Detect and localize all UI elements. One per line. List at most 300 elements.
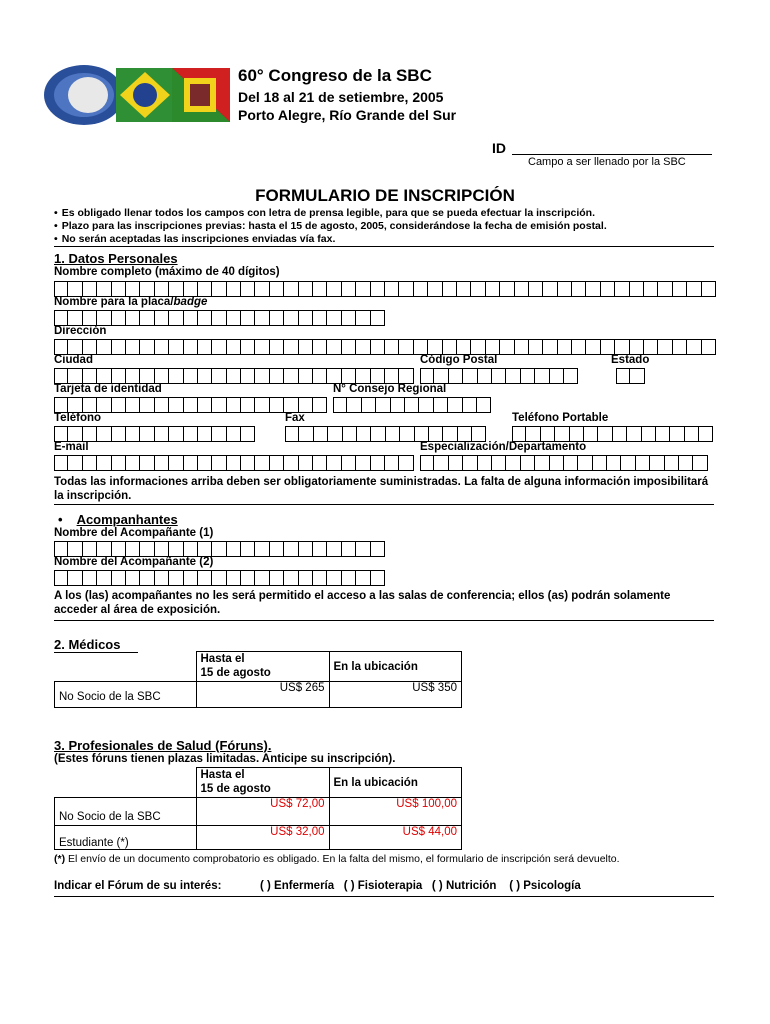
char-box[interactable] — [400, 426, 414, 442]
char-box[interactable] — [526, 426, 540, 442]
char-box[interactable] — [112, 339, 126, 355]
char-box[interactable] — [564, 368, 578, 384]
char-box[interactable] — [227, 455, 241, 471]
char-box[interactable] — [270, 281, 284, 297]
char-box[interactable] — [434, 397, 448, 413]
char-box[interactable] — [198, 397, 212, 413]
char-box[interactable] — [169, 541, 183, 557]
char-box[interactable] — [241, 426, 255, 442]
char-box[interactable] — [572, 281, 586, 297]
char-box[interactable] — [284, 397, 298, 413]
char-box[interactable] — [184, 570, 198, 586]
char-box[interactable] — [399, 455, 413, 471]
char-box[interactable] — [169, 368, 183, 384]
char-box[interactable] — [515, 339, 529, 355]
char-box[interactable] — [342, 281, 356, 297]
char-box[interactable] — [68, 368, 82, 384]
char-box[interactable] — [333, 397, 347, 413]
char-box[interactable] — [356, 368, 370, 384]
char-box[interactable] — [343, 426, 357, 442]
char-box[interactable] — [457, 339, 471, 355]
char-box[interactable] — [212, 455, 226, 471]
char-box[interactable] — [457, 281, 471, 297]
char-box[interactable] — [543, 281, 557, 297]
char-box[interactable] — [342, 310, 356, 326]
char-box[interactable] — [83, 281, 97, 297]
char-box[interactable] — [607, 455, 621, 471]
specialization-boxes[interactable] — [420, 455, 708, 471]
char-box[interactable] — [472, 426, 486, 442]
char-box[interactable] — [54, 455, 68, 471]
char-box[interactable] — [642, 426, 656, 442]
char-box[interactable] — [140, 281, 154, 297]
char-box[interactable] — [463, 455, 477, 471]
char-box[interactable] — [212, 339, 226, 355]
char-box[interactable] — [570, 426, 584, 442]
char-box[interactable] — [500, 339, 514, 355]
char-box[interactable] — [356, 339, 370, 355]
char-box[interactable] — [241, 368, 255, 384]
char-box[interactable] — [126, 368, 140, 384]
char-box[interactable] — [512, 426, 526, 442]
char-box[interactable] — [241, 281, 255, 297]
char-box[interactable] — [314, 426, 328, 442]
char-box[interactable] — [184, 455, 198, 471]
char-box[interactable] — [198, 570, 212, 586]
char-box[interactable] — [299, 426, 313, 442]
char-box[interactable] — [198, 426, 212, 442]
char-box[interactable] — [198, 541, 212, 557]
char-box[interactable] — [558, 339, 572, 355]
state-boxes[interactable] — [616, 368, 645, 384]
companion-2-boxes[interactable] — [54, 570, 385, 586]
char-box[interactable] — [586, 281, 600, 297]
char-box[interactable] — [376, 397, 390, 413]
char-box[interactable] — [241, 455, 255, 471]
char-box[interactable] — [126, 570, 140, 586]
char-box[interactable] — [284, 281, 298, 297]
char-box[interactable] — [630, 281, 644, 297]
char-box[interactable] — [371, 426, 385, 442]
char-box[interactable] — [342, 570, 356, 586]
char-box[interactable] — [584, 426, 598, 442]
char-box[interactable] — [521, 368, 535, 384]
char-box[interactable] — [463, 368, 477, 384]
char-box[interactable] — [486, 281, 500, 297]
forum-options[interactable]: ( ) Enfermería ( ) Fisioterapia ( ) Nutrición ( ) Psicología — [260, 880, 581, 892]
char-box[interactable] — [371, 281, 385, 297]
char-box[interactable] — [270, 541, 284, 557]
char-box[interactable] — [550, 368, 564, 384]
char-box[interactable] — [241, 397, 255, 413]
char-box[interactable] — [83, 455, 97, 471]
char-box[interactable] — [327, 368, 341, 384]
char-box[interactable] — [555, 426, 569, 442]
char-box[interactable] — [572, 339, 586, 355]
char-box[interactable] — [54, 368, 68, 384]
char-box[interactable] — [212, 281, 226, 297]
char-box[interactable] — [270, 310, 284, 326]
char-box[interactable] — [97, 541, 111, 557]
char-box[interactable] — [126, 541, 140, 557]
char-box[interactable] — [255, 339, 269, 355]
char-box[interactable] — [140, 455, 154, 471]
char-box[interactable] — [255, 310, 269, 326]
char-box[interactable] — [155, 310, 169, 326]
char-box[interactable] — [299, 570, 313, 586]
char-box[interactable] — [371, 541, 385, 557]
char-box[interactable] — [140, 397, 154, 413]
char-box[interactable] — [419, 397, 433, 413]
char-box[interactable] — [342, 541, 356, 557]
companion-1-boxes[interactable] — [54, 541, 385, 557]
char-box[interactable] — [702, 339, 716, 355]
char-box[interactable] — [313, 397, 327, 413]
char-box[interactable] — [83, 541, 97, 557]
char-box[interactable] — [313, 310, 327, 326]
char-box[interactable] — [54, 339, 68, 355]
char-box[interactable] — [541, 426, 555, 442]
char-box[interactable] — [428, 281, 442, 297]
char-box[interactable] — [126, 310, 140, 326]
char-box[interactable] — [169, 281, 183, 297]
char-box[interactable] — [126, 397, 140, 413]
char-box[interactable] — [270, 368, 284, 384]
char-box[interactable] — [492, 368, 506, 384]
char-box[interactable] — [477, 397, 491, 413]
char-box[interactable] — [428, 339, 442, 355]
char-box[interactable] — [241, 339, 255, 355]
char-box[interactable] — [299, 455, 313, 471]
char-box[interactable] — [371, 368, 385, 384]
char-box[interactable] — [255, 455, 269, 471]
char-box[interactable] — [68, 281, 82, 297]
char-box[interactable] — [458, 426, 472, 442]
char-box[interactable] — [621, 455, 635, 471]
char-box[interactable] — [665, 455, 679, 471]
char-box[interactable] — [613, 426, 627, 442]
char-box[interactable] — [399, 281, 413, 297]
char-box[interactable] — [486, 339, 500, 355]
char-box[interactable] — [685, 426, 699, 442]
char-box[interactable] — [515, 281, 529, 297]
char-box[interactable] — [184, 281, 198, 297]
char-box[interactable] — [673, 339, 687, 355]
char-box[interactable] — [615, 281, 629, 297]
char-box[interactable] — [97, 397, 111, 413]
char-box[interactable] — [227, 368, 241, 384]
char-box[interactable] — [313, 339, 327, 355]
char-box[interactable] — [126, 455, 140, 471]
char-box[interactable] — [471, 339, 485, 355]
char-box[interactable] — [550, 455, 564, 471]
char-box[interactable] — [155, 368, 169, 384]
address-boxes[interactable] — [54, 339, 716, 355]
char-box[interactable] — [693, 455, 707, 471]
char-box[interactable] — [54, 541, 68, 557]
char-box[interactable] — [155, 339, 169, 355]
char-box[interactable] — [414, 281, 428, 297]
char-box[interactable] — [391, 397, 405, 413]
char-box[interactable] — [347, 397, 361, 413]
char-box[interactable] — [327, 339, 341, 355]
char-box[interactable] — [184, 426, 198, 442]
char-box[interactable] — [313, 541, 327, 557]
char-box[interactable] — [227, 281, 241, 297]
char-box[interactable] — [169, 339, 183, 355]
char-box[interactable] — [506, 368, 520, 384]
char-box[interactable] — [443, 281, 457, 297]
char-box[interactable] — [506, 455, 520, 471]
char-box[interactable] — [112, 541, 126, 557]
char-box[interactable] — [492, 455, 506, 471]
char-box[interactable] — [83, 570, 97, 586]
char-box[interactable] — [140, 426, 154, 442]
badge-name-boxes[interactable] — [54, 310, 385, 326]
char-box[interactable] — [615, 339, 629, 355]
full-name-boxes[interactable] — [54, 281, 716, 297]
char-box[interactable] — [356, 541, 370, 557]
char-box[interactable] — [313, 455, 327, 471]
char-box[interactable] — [140, 368, 154, 384]
char-box[interactable] — [478, 455, 492, 471]
char-box[interactable] — [198, 281, 212, 297]
char-box[interactable] — [227, 397, 241, 413]
char-box[interactable] — [564, 455, 578, 471]
char-box[interactable] — [284, 455, 298, 471]
char-box[interactable] — [656, 426, 670, 442]
char-box[interactable] — [126, 426, 140, 442]
char-box[interactable] — [342, 368, 356, 384]
char-box[interactable] — [679, 455, 693, 471]
char-box[interactable] — [299, 541, 313, 557]
char-box[interactable] — [198, 455, 212, 471]
char-box[interactable] — [299, 281, 313, 297]
char-box[interactable] — [270, 339, 284, 355]
char-box[interactable] — [97, 281, 111, 297]
char-box[interactable] — [630, 339, 644, 355]
char-box[interactable] — [644, 339, 658, 355]
char-box[interactable] — [68, 310, 82, 326]
char-box[interactable] — [68, 426, 82, 442]
char-box[interactable] — [429, 426, 443, 442]
char-box[interactable] — [169, 310, 183, 326]
char-box[interactable] — [140, 541, 154, 557]
council-number-boxes[interactable] — [333, 397, 491, 413]
char-box[interactable] — [241, 541, 255, 557]
char-box[interactable] — [636, 455, 650, 471]
char-box[interactable] — [54, 281, 68, 297]
char-box[interactable] — [241, 570, 255, 586]
char-box[interactable] — [270, 397, 284, 413]
char-box[interactable] — [184, 397, 198, 413]
char-box[interactable] — [342, 455, 356, 471]
char-box[interactable] — [449, 455, 463, 471]
char-box[interactable] — [414, 339, 428, 355]
char-box[interactable] — [126, 339, 140, 355]
char-box[interactable] — [385, 368, 399, 384]
char-box[interactable] — [155, 541, 169, 557]
char-box[interactable] — [212, 310, 226, 326]
char-box[interactable] — [126, 281, 140, 297]
char-box[interactable] — [212, 426, 226, 442]
char-box[interactable] — [500, 281, 514, 297]
char-box[interactable] — [449, 368, 463, 384]
char-box[interactable] — [362, 397, 376, 413]
char-box[interactable] — [112, 426, 126, 442]
phone-boxes[interactable] — [54, 426, 255, 442]
char-box[interactable] — [285, 426, 299, 442]
char-box[interactable] — [227, 426, 241, 442]
char-box[interactable] — [443, 426, 457, 442]
char-box[interactable] — [448, 397, 462, 413]
char-box[interactable] — [270, 570, 284, 586]
char-box[interactable] — [342, 339, 356, 355]
char-box[interactable] — [299, 368, 313, 384]
char-box[interactable] — [356, 281, 370, 297]
char-box[interactable] — [356, 310, 370, 326]
char-box[interactable] — [415, 426, 429, 442]
char-box[interactable] — [83, 397, 97, 413]
char-box[interactable] — [535, 455, 549, 471]
char-box[interactable] — [578, 455, 592, 471]
char-box[interactable] — [543, 339, 557, 355]
char-box[interactable] — [270, 455, 284, 471]
char-box[interactable] — [443, 339, 457, 355]
char-box[interactable] — [68, 397, 82, 413]
char-box[interactable] — [140, 310, 154, 326]
char-box[interactable] — [558, 281, 572, 297]
char-box[interactable] — [521, 455, 535, 471]
char-box[interactable] — [687, 339, 701, 355]
char-box[interactable] — [357, 426, 371, 442]
char-box[interactable] — [198, 310, 212, 326]
char-box[interactable] — [327, 570, 341, 586]
char-box[interactable] — [535, 368, 549, 384]
char-box[interactable] — [399, 368, 413, 384]
char-box[interactable] — [255, 397, 269, 413]
char-box[interactable] — [212, 368, 226, 384]
char-box[interactable] — [630, 368, 644, 384]
char-box[interactable] — [593, 455, 607, 471]
char-box[interactable] — [140, 339, 154, 355]
char-box[interactable] — [327, 541, 341, 557]
char-box[interactable] — [284, 310, 298, 326]
char-box[interactable] — [54, 310, 68, 326]
char-box[interactable] — [284, 339, 298, 355]
char-box[interactable] — [212, 541, 226, 557]
char-box[interactable] — [155, 455, 169, 471]
char-box[interactable] — [284, 541, 298, 557]
char-box[interactable] — [68, 455, 82, 471]
char-box[interactable] — [212, 570, 226, 586]
char-box[interactable] — [112, 455, 126, 471]
char-box[interactable] — [673, 281, 687, 297]
char-box[interactable] — [702, 281, 716, 297]
char-box[interactable] — [97, 455, 111, 471]
char-box[interactable] — [97, 368, 111, 384]
char-box[interactable] — [463, 397, 477, 413]
char-box[interactable] — [601, 339, 615, 355]
char-box[interactable] — [434, 455, 448, 471]
char-box[interactable] — [627, 426, 641, 442]
char-box[interactable] — [212, 397, 226, 413]
char-box[interactable] — [169, 570, 183, 586]
char-box[interactable] — [255, 541, 269, 557]
char-box[interactable] — [284, 570, 298, 586]
char-box[interactable] — [155, 570, 169, 586]
char-box[interactable] — [112, 281, 126, 297]
char-box[interactable] — [68, 570, 82, 586]
char-box[interactable] — [184, 368, 198, 384]
email-boxes[interactable] — [54, 455, 414, 471]
char-box[interactable] — [313, 281, 327, 297]
char-box[interactable] — [169, 397, 183, 413]
char-box[interactable] — [97, 310, 111, 326]
char-box[interactable] — [687, 281, 701, 297]
char-box[interactable] — [434, 368, 448, 384]
char-box[interactable] — [227, 310, 241, 326]
char-box[interactable] — [386, 426, 400, 442]
char-box[interactable] — [471, 281, 485, 297]
char-box[interactable] — [371, 339, 385, 355]
char-box[interactable] — [313, 368, 327, 384]
char-box[interactable] — [112, 570, 126, 586]
char-box[interactable] — [68, 541, 82, 557]
char-box[interactable] — [184, 339, 198, 355]
char-box[interactable] — [97, 339, 111, 355]
char-box[interactable] — [112, 397, 126, 413]
char-box[interactable] — [227, 339, 241, 355]
char-box[interactable] — [586, 339, 600, 355]
char-box[interactable] — [399, 339, 413, 355]
id-card-boxes[interactable] — [54, 397, 327, 413]
char-box[interactable] — [405, 397, 419, 413]
char-box[interactable] — [650, 455, 664, 471]
char-box[interactable] — [328, 426, 342, 442]
char-box[interactable] — [255, 281, 269, 297]
char-box[interactable] — [184, 541, 198, 557]
char-box[interactable] — [284, 368, 298, 384]
char-box[interactable] — [97, 570, 111, 586]
char-box[interactable] — [112, 310, 126, 326]
char-box[interactable] — [184, 310, 198, 326]
char-box[interactable] — [529, 281, 543, 297]
char-box[interactable] — [616, 368, 630, 384]
char-box[interactable] — [299, 397, 313, 413]
fax-boxes[interactable] — [285, 426, 486, 442]
char-box[interactable] — [155, 397, 169, 413]
char-box[interactable] — [227, 541, 241, 557]
char-box[interactable] — [83, 426, 97, 442]
char-box[interactable] — [54, 397, 68, 413]
char-box[interactable] — [601, 281, 615, 297]
char-box[interactable] — [371, 310, 385, 326]
char-box[interactable] — [198, 339, 212, 355]
char-box[interactable] — [241, 310, 255, 326]
char-box[interactable] — [299, 339, 313, 355]
char-box[interactable] — [112, 368, 126, 384]
char-box[interactable] — [658, 281, 672, 297]
char-box[interactable] — [371, 455, 385, 471]
char-box[interactable] — [97, 426, 111, 442]
char-box[interactable] — [598, 426, 612, 442]
char-box[interactable] — [420, 368, 434, 384]
char-box[interactable] — [478, 368, 492, 384]
char-box[interactable] — [140, 570, 154, 586]
char-box[interactable] — [356, 570, 370, 586]
char-box[interactable] — [420, 455, 434, 471]
